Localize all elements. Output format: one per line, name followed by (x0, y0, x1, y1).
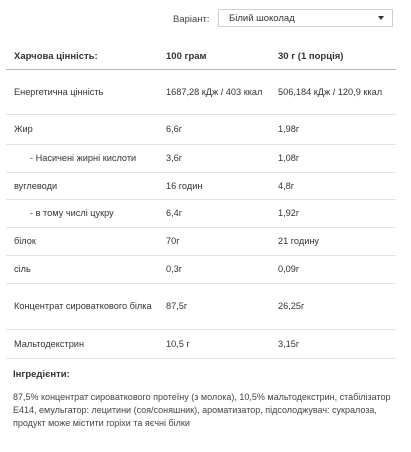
ingredients-text: 87,5% концентрат сироваткового протеїну (з молока), 10,5% мальтодекстрин, стабілізатор E414, емульгатор: лецитини (соя/соняшник), ароматизатор, підсолоджувач: сукралоза, продукт може містити горіхи та яєчні білки (13, 392, 391, 428)
table-row (6, 330, 396, 359)
variant-selector-row (0, 9, 411, 29)
row-name: Концентрат сироваткового білка (6, 284, 158, 330)
row-per-100g: 0,3г (158, 256, 270, 284)
header-per-serving: 30 г (1 порція) (270, 43, 396, 70)
row-name: - Насичені жирні кислоти (6, 145, 158, 173)
row-per-100g: 6,4г (158, 200, 270, 228)
row-name: Мальтодекстрин (6, 330, 158, 359)
table-row (6, 284, 396, 330)
variant-select-value: Білий шоколад (229, 13, 295, 24)
row-per-100g: 87,5г (158, 284, 270, 330)
table-row (6, 228, 396, 256)
row-per-serving: 3,15г (270, 330, 396, 359)
row-per-100g: 10,5 г (158, 330, 270, 359)
row-name: сіль (6, 256, 158, 284)
table-row (6, 70, 396, 115)
table-row (6, 115, 396, 145)
chevron-down-icon (378, 16, 384, 20)
table-row (6, 256, 396, 284)
table-row (6, 145, 396, 173)
ingredients-title: Інгредієнти: (13, 369, 70, 380)
row-name: білок (6, 228, 158, 256)
row-per-serving: 506,184 кДж / 120,9 ккал (270, 70, 396, 115)
row-per-serving: 1,92г (270, 200, 396, 228)
row-per-serving: 0,09г (270, 256, 396, 284)
table-row (6, 173, 396, 200)
row-per-100g: 6,6г (158, 115, 270, 145)
row-per-100g: 70г (158, 228, 270, 256)
row-per-serving: 1,08г (270, 145, 396, 173)
variant-label: Варіант: (173, 14, 210, 25)
nutrition-header-row (6, 43, 396, 70)
table-row (6, 200, 396, 228)
row-name: - в тому числі цукру (6, 200, 158, 228)
variant-select[interactable] (218, 9, 393, 27)
row-name: Жир (6, 115, 158, 145)
row-per-100g: 16 годин (158, 173, 270, 200)
row-per-100g: 1687,28 кДж / 403 ккал (158, 70, 270, 115)
row-per-100g: 3,6г (158, 145, 270, 173)
row-per-serving: 21 годину (270, 228, 396, 256)
row-name: вуглеводи (6, 173, 158, 200)
row-name: Енергетична цінність (6, 70, 158, 115)
row-per-serving: 4,8г (270, 173, 396, 200)
nutrition-table (6, 43, 396, 359)
header-nutrition: Харчова цінність: (6, 43, 158, 70)
header-per-100g: 100 грам (158, 43, 270, 70)
row-per-serving: 26,25г (270, 284, 396, 330)
row-per-serving: 1,98г (270, 115, 396, 145)
